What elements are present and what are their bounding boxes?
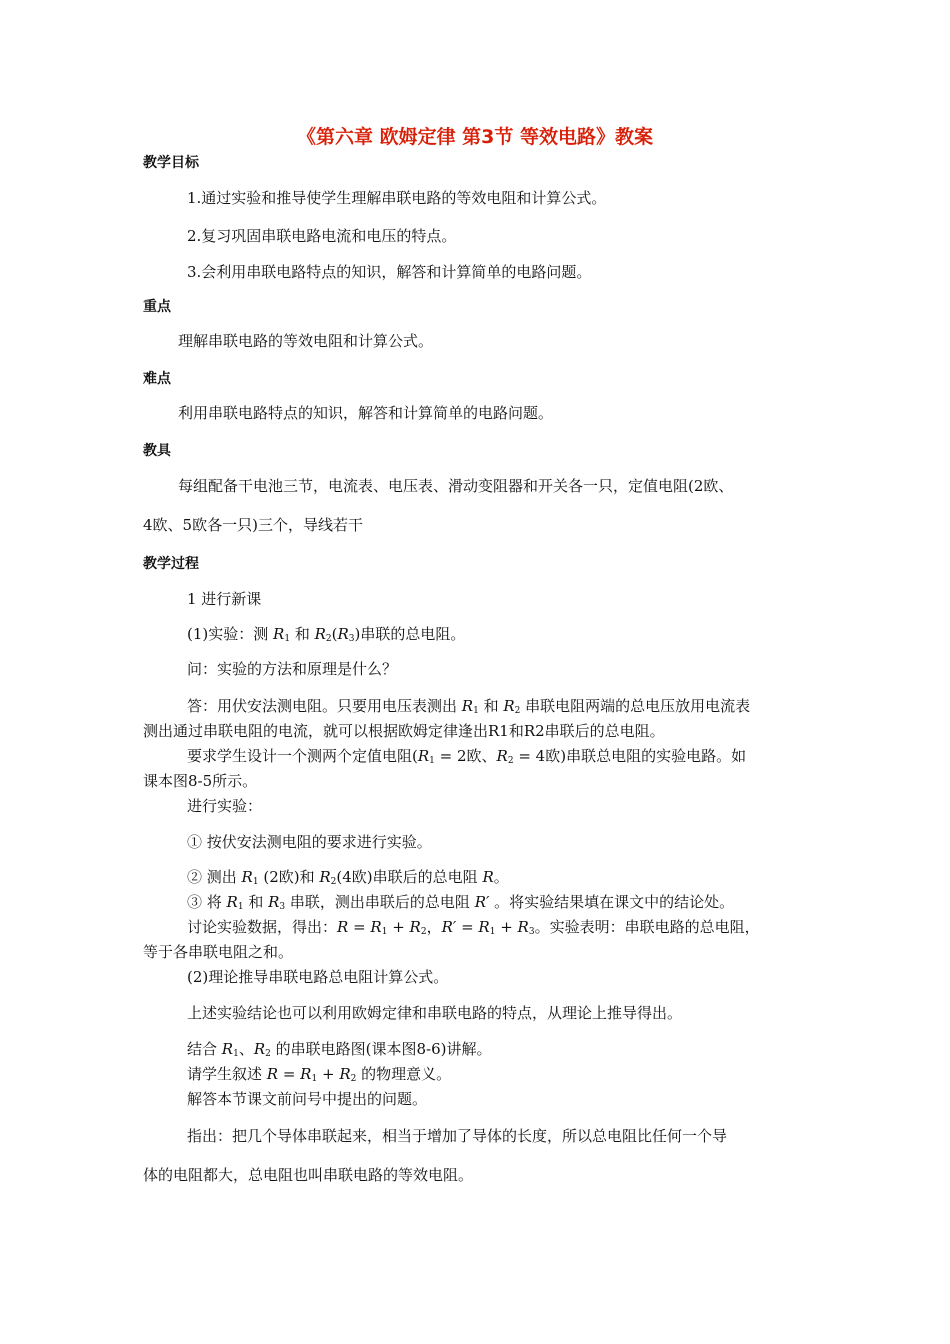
explain-suffix: 的串联电路图(课本图8-6)讲解。 <box>270 1040 492 1058</box>
solve-line: 解答本节课文前问号中提出的问题。 <box>187 1090 428 1108</box>
answer-line-2: 测出通过串联电阻的电流，就可以根据欧姆定律逢出R1和R2串联后的总电阻。 <box>143 722 665 740</box>
symbol-r2: R <box>314 625 326 643</box>
equation-part: = 2欧、 <box>434 747 497 765</box>
explain-line <box>187 1039 492 1059</box>
narrate-prefix: 请学生叙述 <box>187 1065 267 1083</box>
derive-line: 上述实验结论也可以利用欧姆定律和串联电路的特点，从理论上推导得出。 <box>187 1004 683 1022</box>
subscript: 1 <box>311 1074 318 1084</box>
symbol-r3: R <box>268 893 280 911</box>
objective-item-2: 2.复习巩固串联电路电流和电压的特点。 <box>187 227 457 245</box>
design-line-2: 课本图8-5所示。 <box>143 772 258 790</box>
experiment-suffix: )串联的总电阻。 <box>354 625 466 643</box>
symbol-r2: R <box>319 868 331 886</box>
step-c-mid: 串联，测出串联后的总电阻 <box>285 893 475 911</box>
subscript: 1 <box>233 1049 239 1059</box>
point-out-line-1: 指出：把几个导体串联起来，相当于增加了导体的长度，所以总电阻比任何一个导 <box>187 1127 728 1145</box>
subscript: 1 <box>284 634 291 644</box>
subscript: 2 <box>514 706 521 716</box>
subscript: 2 <box>507 756 514 766</box>
heading-difficulty: 难点 <box>143 371 171 387</box>
subscript: 3 <box>279 902 286 912</box>
experiment-line <box>187 624 465 644</box>
subscript: 2 <box>420 927 427 937</box>
narrate-line <box>187 1064 451 1084</box>
conjunction: 和 <box>478 697 504 715</box>
subscript: 2 <box>265 1049 271 1059</box>
formula-part: R′ = R <box>441 918 490 936</box>
step-a: ① 按伏安法测电阻的要求进行实验。 <box>187 833 432 851</box>
discuss-line-1 <box>187 917 760 937</box>
step-c <box>187 892 734 912</box>
objective-item-3: 3.会利用串联电路特点的知识，解答和计算简单的电路问题。 <box>187 263 592 281</box>
subscript: 1 <box>489 927 496 937</box>
conjunction: 和 <box>290 625 315 643</box>
subscript: 1 <box>252 877 259 887</box>
heading-objectives: 教学目标 <box>143 155 199 171</box>
subscript: 1 <box>473 706 479 716</box>
heading-key-point: 重点 <box>143 299 171 315</box>
point-out-line-2: 体的电阻都大，总电阻也叫串联电路的等效电阻。 <box>143 1166 474 1184</box>
separator: 、 <box>238 1040 254 1058</box>
narrate-suffix: 的物理意义。 <box>356 1065 452 1083</box>
formula-part: R = R <box>266 1065 312 1083</box>
difficulty-text: 利用串联电路特点的知识，解答和计算简单的电路问题。 <box>178 404 554 422</box>
symbol-r2: R <box>503 697 515 715</box>
symbol-r1: R <box>417 747 430 765</box>
step-c-prefix: ③ 将 <box>187 893 227 911</box>
discuss-line-2: 等于各串联电阻之和。 <box>143 943 294 961</box>
equipment-line-2: 4欧、5欧各一只)三个，导线若干 <box>143 516 363 534</box>
symbol-r3: R <box>337 625 349 643</box>
answer-suffix: 串联电阻两端的总电压放用电流表 <box>520 697 751 715</box>
design-prefix: 要求学生设计一个测两个定值电阻( <box>187 747 418 765</box>
subscript: 3 <box>348 634 355 644</box>
question-line: 问：实验的方法和原理是什么？ <box>187 660 398 678</box>
discuss-prefix: 讨论实验数据，得出： <box>187 918 338 936</box>
symbol-r1: R <box>241 868 253 886</box>
experiment-prefix: (1)实验：测 <box>187 625 274 643</box>
symbol-r1: R <box>461 697 474 715</box>
answer-prefix: 答：用伏安法测电阻。只要用电压表测出 <box>187 697 462 715</box>
symbol-r1: R <box>221 1040 234 1058</box>
document-title: 《第六章 欧姆定律 第3节 等效电路》教案 <box>296 126 654 148</box>
discuss-suffix: 。实验表明：串联电路的总电阻， <box>534 918 760 936</box>
explain-prefix: 结合 <box>187 1040 222 1058</box>
equipment-line-1: 每组配备干电池三节，电流表、电压表、滑动变阻器和开关各一只，定值电阻(2欧、 <box>178 477 734 495</box>
heading-equipment: 教具 <box>143 443 171 459</box>
step-b-prefix: ② 测出 <box>187 868 242 886</box>
symbol-r2: R <box>496 747 508 765</box>
formula-part: + R <box>317 1065 351 1083</box>
subscript: 2 <box>330 877 337 887</box>
subscript: 1 <box>237 902 244 912</box>
step-b-mid: (4欧)串联后的总电阻 <box>336 868 483 886</box>
subscript: 2 <box>350 1074 357 1084</box>
theory-line: (2)理论推导串联电路总电阻计算公式。 <box>187 968 449 986</box>
step-c-suffix: 。将实验结果填在课文中的结论处。 <box>489 893 735 911</box>
subscript: 1 <box>429 756 435 766</box>
formula-part: + R <box>387 918 421 936</box>
answer-line-1 <box>187 696 750 716</box>
step-b-suffix: 。 <box>493 868 509 886</box>
objective-item-1: 1.通过实验和推导使学生理解串联电路的等效电阻和计算公式。 <box>187 189 607 207</box>
design-line-1 <box>187 746 746 766</box>
equation-part: = 4欧)串联总电阻的实验电路。如 <box>513 747 747 765</box>
step-b <box>187 867 509 887</box>
conjunction: 和 <box>243 893 269 911</box>
symbol-r2: R <box>253 1040 266 1058</box>
step-b-mid: (2欧)和 <box>258 868 320 886</box>
subscript: 1 <box>381 927 388 937</box>
symbol-r1: R <box>273 625 285 643</box>
paren-open: ( <box>331 625 338 643</box>
symbol-r-prime: R′ <box>474 893 490 911</box>
symbol-r1: R <box>226 893 238 911</box>
do-experiment: 进行实验： <box>187 797 263 815</box>
step-new-lesson: 1 进行新课 <box>187 590 262 608</box>
separator: ， <box>426 918 442 936</box>
subscript: 2 <box>325 634 332 644</box>
key-point-text: 理解串联电路的等效电阻和计算公式。 <box>178 332 434 350</box>
heading-process: 教学过程 <box>143 556 199 572</box>
subscript: 3 <box>528 927 535 937</box>
symbol-r: R <box>482 868 494 886</box>
formula-part: R = R <box>337 918 382 936</box>
formula-part: + R <box>495 918 529 936</box>
